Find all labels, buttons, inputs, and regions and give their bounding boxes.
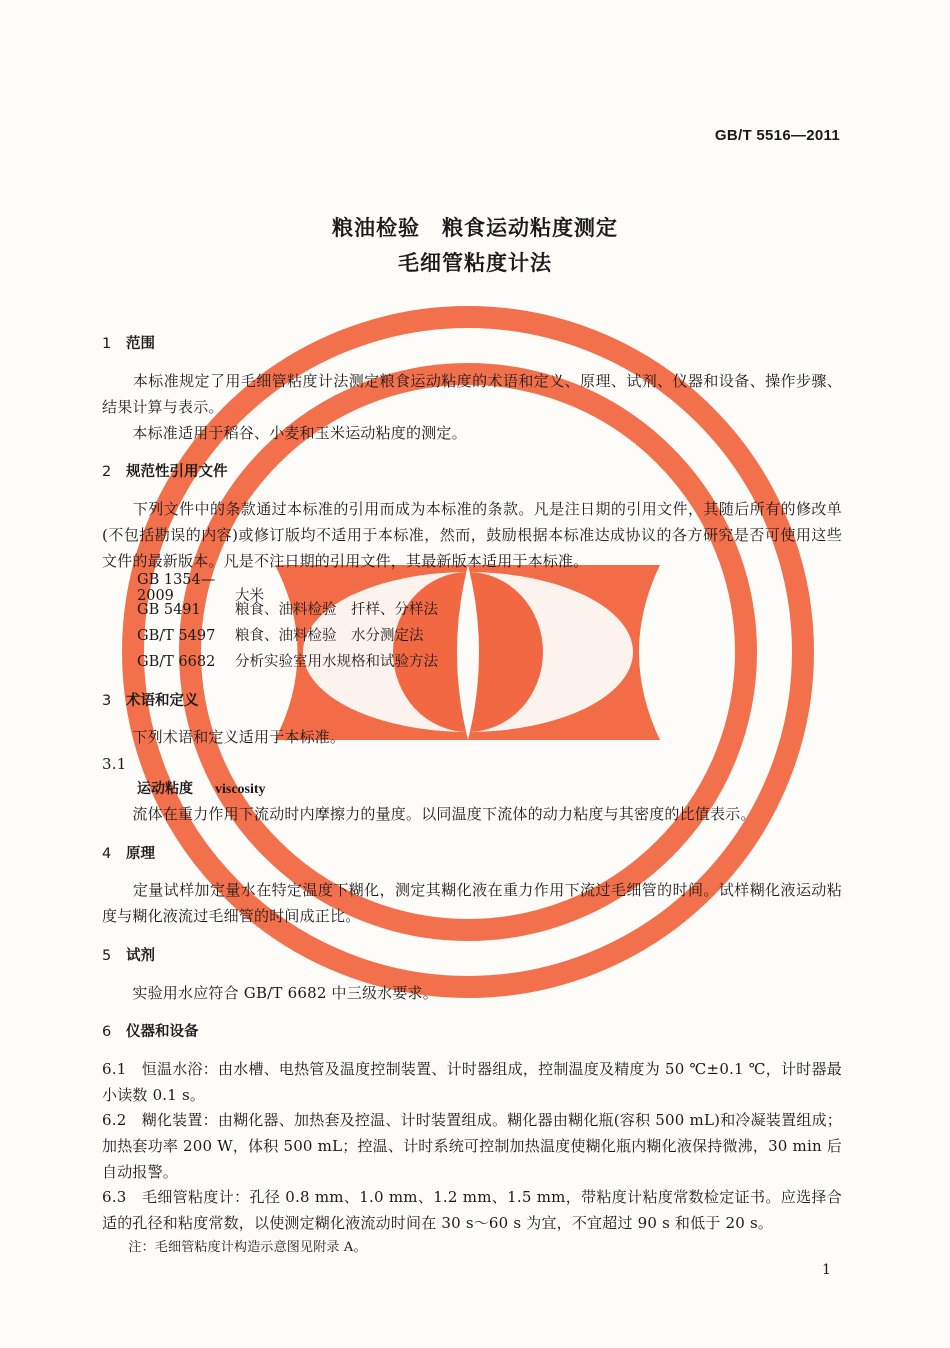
reference-name: 粮食、油料检验 扦样、分样法	[235, 602, 438, 618]
section-1-heading	[102, 332, 155, 353]
section-3-title: 术语和定义	[126, 693, 199, 709]
section-5-title: 试剂	[126, 948, 155, 964]
item-6-2: 6.2 糊化装置：由糊化器、加热套及控温、计时装置组成。糊化器由糊化瓶(容积 500 mL)和冷凝装置组成；加热套功率 200 W，体积 500 mL；控温、计时系统可控制加热温度使糊化瓶内糊化液保持微沸，30 min 后自动报警。	[102, 1111, 842, 1181]
term-english: viscosity	[215, 782, 266, 797]
section-6-number: 6	[102, 1024, 112, 1040]
section-4-heading	[102, 842, 155, 863]
section-1-paragraph-1: 本标准规定了用毛细管粘度计法测定粮食运动粘度的术语和定义、原理、试剂、仪器和设备、操作步骤、结果计算与表示。	[102, 372, 842, 416]
document-title-line-1: 粮油检验 粮食运动粘度测定	[332, 216, 618, 240]
reference-item	[137, 624, 424, 645]
section-1-paragraph-2: 本标准适用于稻谷、小麦和玉米运动粘度的测定。	[102, 424, 467, 442]
section-6-heading	[102, 1020, 199, 1041]
section-4-paragraph-1: 定量试样加定量水在特定温度下糊化，测定其糊化液在重力作用下流过毛细管的时间。试样糊化液运动粘度与糊化液流过毛细管的时间成正比。	[102, 881, 842, 925]
term-entry	[137, 778, 266, 798]
section-6-title: 仪器和设备	[126, 1024, 199, 1040]
section-2-heading	[102, 460, 228, 481]
reference-name: 分析实验室用水规格和试验方法	[235, 654, 438, 670]
section-4-title: 原理	[126, 846, 155, 862]
section-3-number: 3	[102, 693, 112, 709]
reference-name: 大米	[235, 588, 264, 604]
section-5-heading	[102, 944, 155, 965]
section-4-number: 4	[102, 846, 112, 862]
reference-item	[137, 598, 438, 619]
section-2-paragraph-1: 下列文件中的条款通过本标准的引用而成为本标准的条款。凡是注日期的引用文件，其随后所有的修改单(不包括勘误的内容)或修订版均不适用于本标准，然而，鼓励根据本标准达成协议的各方研究是否可使用这些文件的最新版本。凡是不注日期的引用文件，其最新版本适用于本标准。	[102, 500, 842, 570]
section-2-title: 规范性引用文件	[126, 464, 228, 480]
section-3-paragraph-1: 下列术语和定义适用于本标准。	[102, 728, 346, 746]
reference-name: 粮食、油料检验 水分测定法	[235, 628, 424, 644]
note: 注：毛细管粘度计构造示意图见附录 A。	[102, 1240, 367, 1255]
term-chinese: 运动粘度	[137, 781, 193, 797]
document-title-line-2: 毛细管粘度计法	[398, 251, 552, 275]
item-6-1: 6.1 恒温水浴：由水槽、电热管及温度控制装置、计时器组成，控制温度及精度为 50 ℃±0.1 ℃，计时器最小读数 0.1 s。	[102, 1060, 842, 1104]
reference-code: GB/T 6682	[137, 654, 216, 670]
reference-code: GB 5491	[137, 602, 201, 618]
reference-code: GB/T 5497	[137, 628, 216, 644]
term-definition: 流体在重力作用下流动时内摩擦力的量度。以同温度下流体的动力粘度与其密度的比值表示。	[102, 805, 756, 823]
section-5-paragraph-1: 实验用水应符合 GB/T 6682 中三级水要求。	[102, 984, 438, 1002]
reference-item	[137, 650, 438, 671]
item-6-3: 6.3 毛细管粘度计：孔径 0.8 mm、1.0 mm、1.2 mm、1.5 mm，带粘度计粘度常数检定证书。应选择合适的孔径和粘度常数，以使测定糊化液流动时间在 30 s～60 s 为宜，不宜超过 90 s 和低于 20 s。	[102, 1188, 842, 1232]
page-number: 1	[822, 1262, 831, 1278]
section-3-heading	[102, 689, 199, 710]
subsection-3-1-number: 3.1	[102, 755, 127, 773]
reference-code: GB 1354—2009	[137, 572, 216, 604]
section-5-number: 5	[102, 948, 112, 964]
section-2-number: 2	[102, 464, 112, 480]
section-1-number: 1	[102, 336, 112, 352]
standard-number: GB/T 5516—2011	[714, 127, 840, 144]
section-1-title: 范围	[126, 336, 155, 352]
